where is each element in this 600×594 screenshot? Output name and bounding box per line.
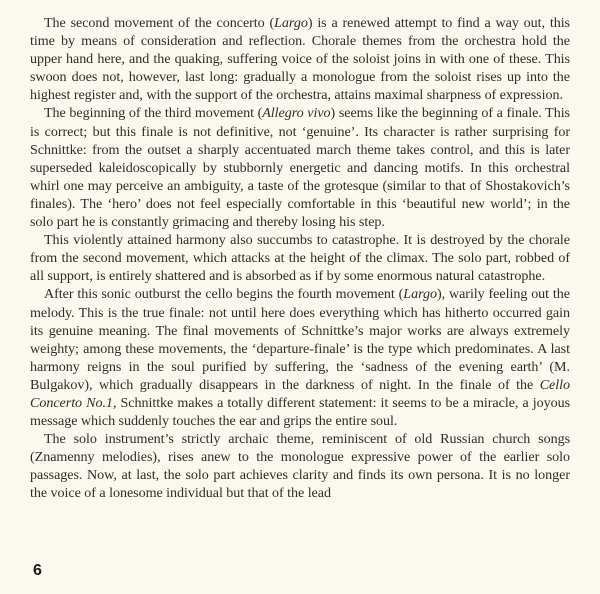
paragraph-2: The beginning of the third movement (Allegro vivo) seems like the beginning of a finale. This is correct; but this finale is not definitive, not ‘genuine’. Its character is rather surprising for Schnittke: from the outset a sharply accentuated march theme takes control, and this is later superseded kaleidoscopically by stubbornly energetic and dancing motifs. In this orchestral whirl one may perceive an ambiguity, a taste of the grotesque (similar to that of Shostakovich’s finales). The ‘hero’ does not feel especially comfortable in this ‘beautiful new world’; in the solo part he is constantly grimacing and thereby losing his step. — [30, 105, 570, 231]
paragraph-5: The solo instrument’s strictly archaic theme, reminiscent of old Russian church songs (Znamenny melodies), rises anew to the monologue expressive power of the earlier solo passages. Now, at last, the solo part achieves clarity and finds its own persona. It is no longer the voice of a lonesome individual but that of the lead — [30, 431, 570, 502]
page-number: 6 — [33, 562, 42, 579]
document-page — [30, 14, 570, 594]
paragraph-4: After this sonic outburst the cello begins the fourth movement (Largo), warily feeling out the melody. This is the true finale: not until here does everything which has hitherto occurred gain its genuine meaning. The final movements of Schnittke’s major works are always extremely weighty; among these movements, the ‘departure-finale’ is the type which predominates. A last harmony reigns in the soul purified by suffering, the ‘sadness of the evening earth’ (M. Bulgakov), which gradually disappears in the darkness of night. In the finale of the Cello Concerto No.1, Schnittke makes a totally different statement: it seems to be a miracle, a joyous message which suddenly touches the ear and grips the entire soul. — [30, 286, 571, 430]
paragraph-1: The second movement of the concerto (Largo) is a renewed attempt to find a way out, this time by means of consideration and reflection. Chorale themes from the orchestra hold the upper hand here, and the quaking, suffering voice of the soloist joins in with one of these. This swoon does not, however, last long: gradually a monologue from the soloist rises up into the highest register and, with the support of the orchestra, attains maximal sharpness of expression. — [30, 15, 570, 104]
paragraph-3: This violently attained harmony also succumbs to catastrophe. It is destroyed by the chorale from the second movement, which attacks at the height of the climax. The solo part, robbed of all support, is entirely shattered and is absorbed as if by some enormous natural catastrophe. — [30, 232, 570, 285]
